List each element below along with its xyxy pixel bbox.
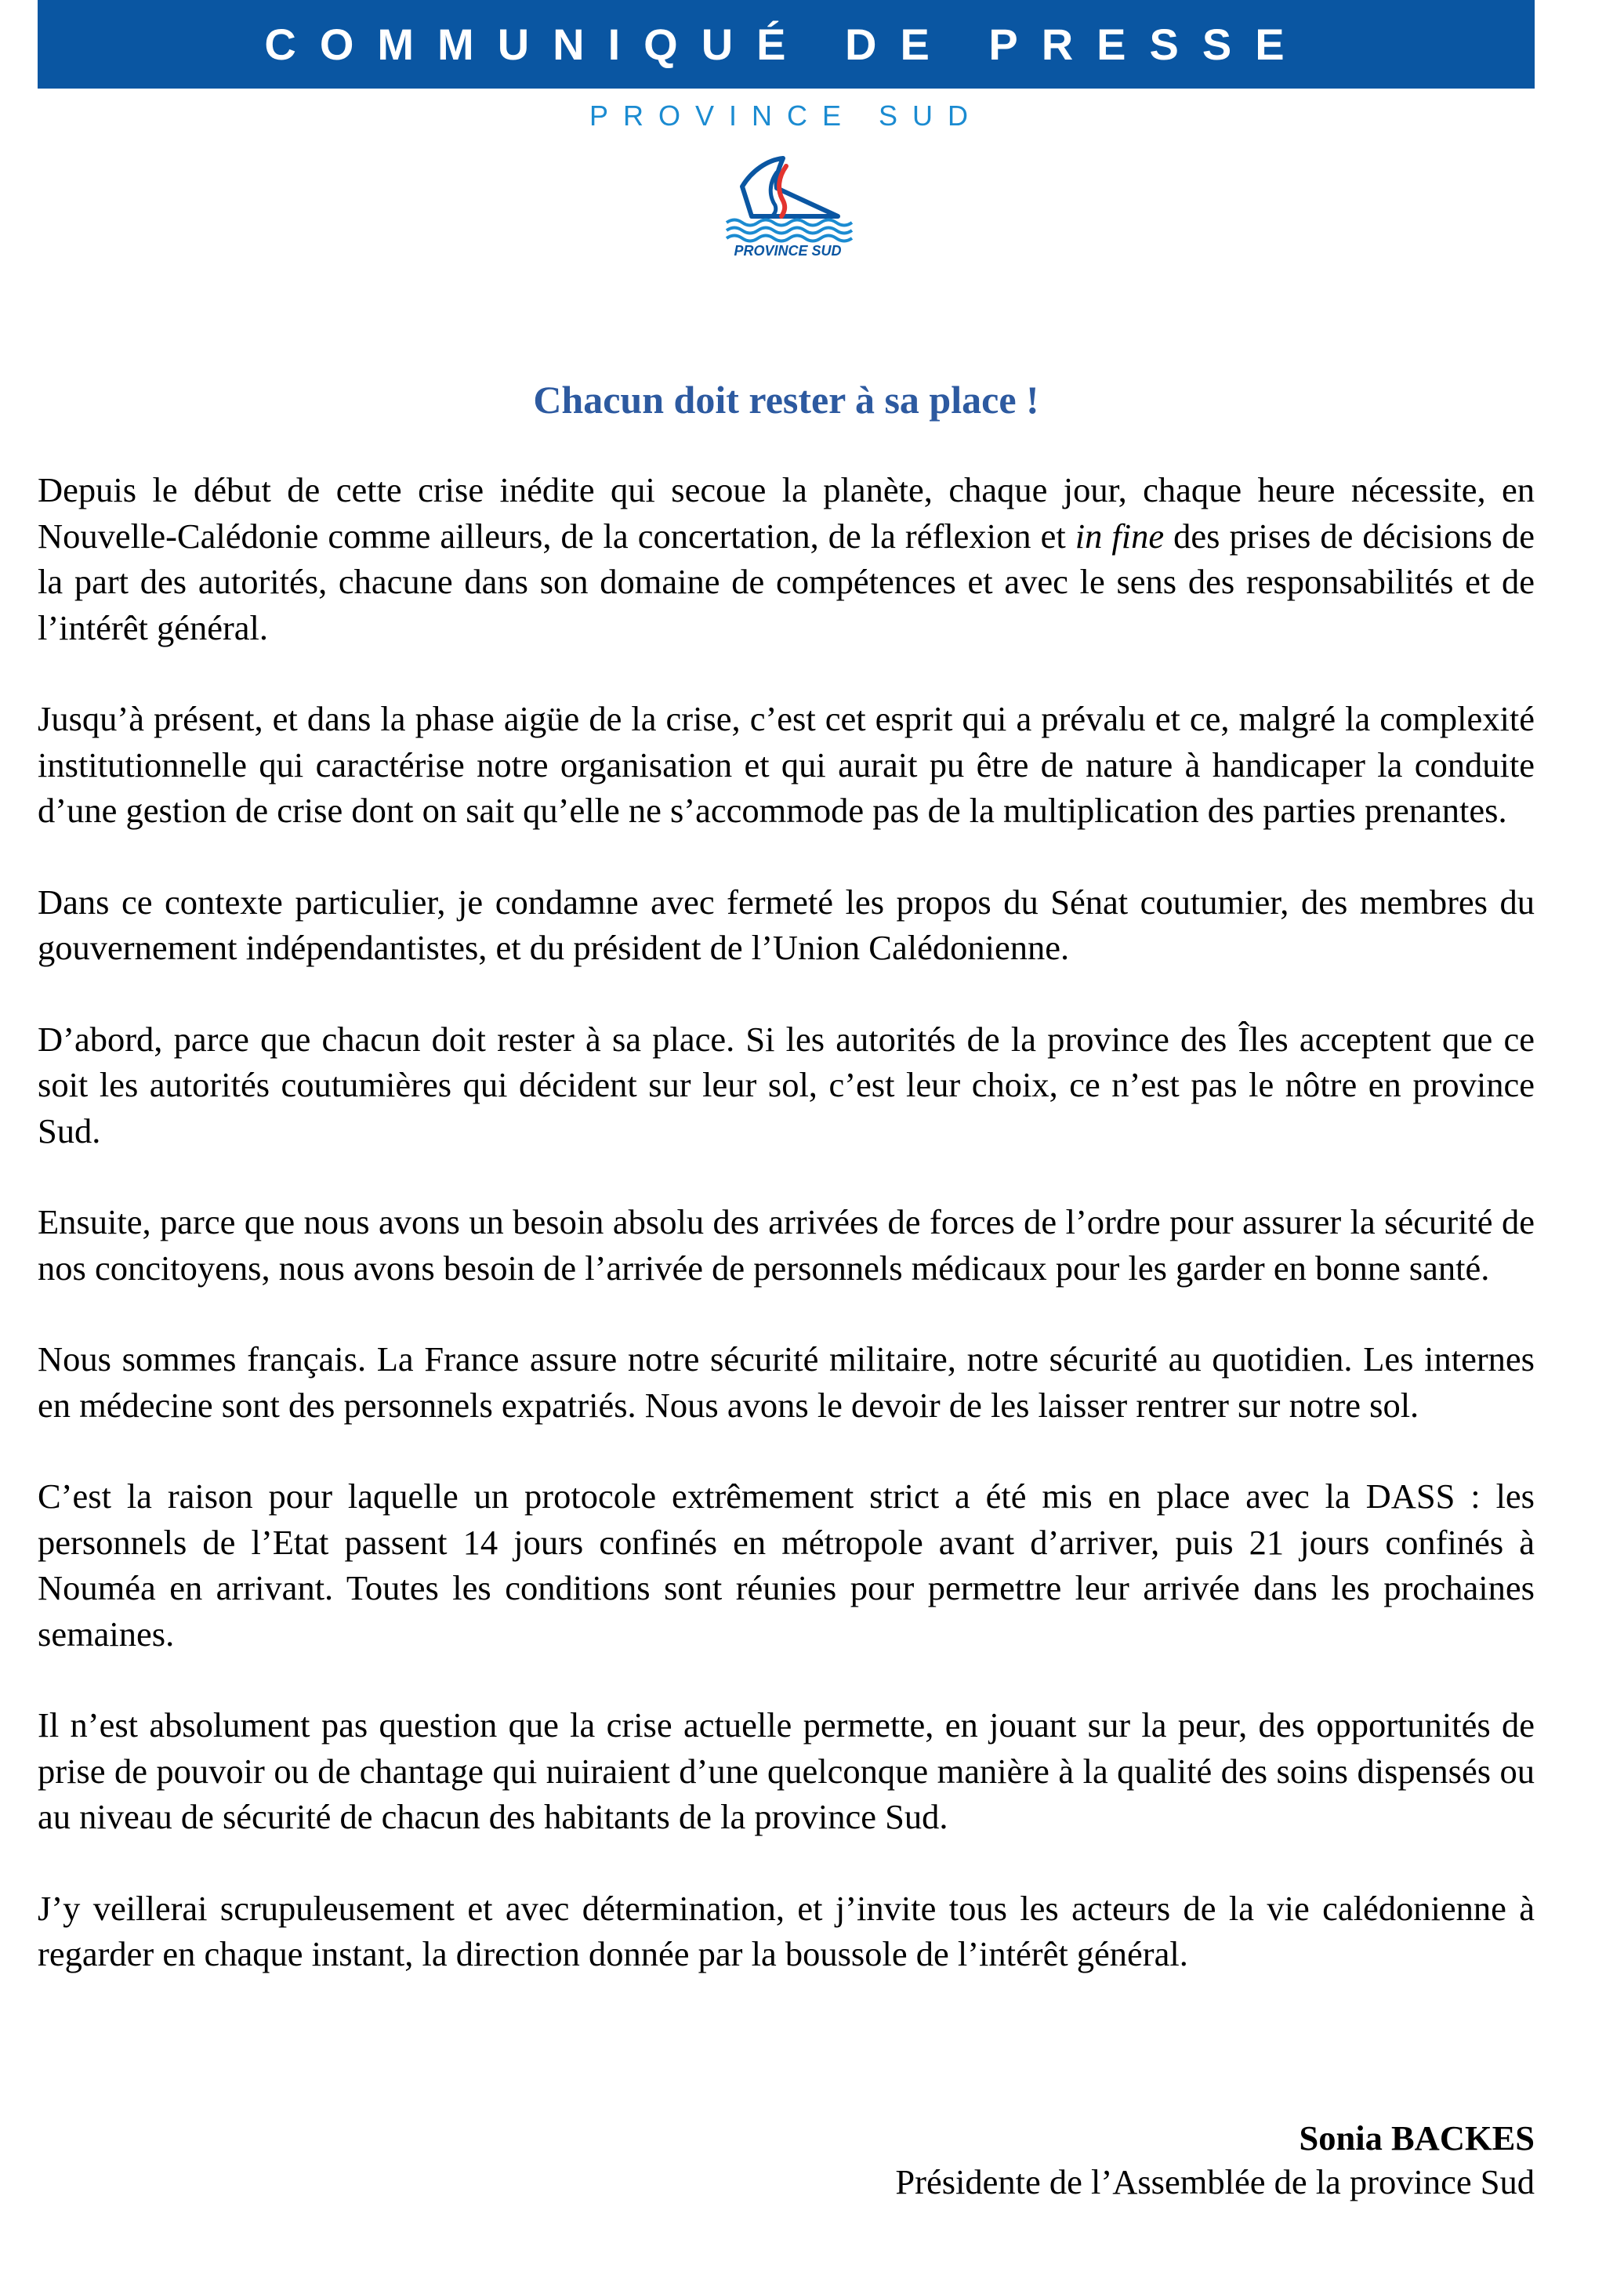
paragraph-1 xyxy=(38,467,1535,650)
paragraph-4: D’abord, parce que chacun doit rester à sa place. Si les autorités de la province des Îles acceptent que ce soit les autorités coutumières qui décident sur leur sol, c’est leur choix, ce n’est pas le nôtre en province Sud. xyxy=(38,1019,1535,1150)
paragraph-7: C’est la raison pour laquelle un protocole extrêmement strict a été mis en place avec la DASS : les personnels de l’Etat passent 14 jours confinés en métropole avant d’arriver, puis 21 jours confinés à Nouméa en arrivant. Toutes les conditions sont réunies pour permettre leur arrivée dans les prochaines semaines. xyxy=(38,1476,1535,1654)
logo-caption: PROVINCE SUD xyxy=(734,243,842,259)
press-release-banner: COMMUNIQUÉ DE PRESSE xyxy=(38,0,1535,89)
paragraph-1-part-a: Depuis le début de cette crise inédite qui secoue la planète, chaque jour, chaque heure nécessite, en Nouvelle-Calédonie comme ailleurs, de la concertation, de la réflexion et xyxy=(38,470,1535,556)
province-sud-logo xyxy=(720,155,855,265)
signatory-role: Présidente de l’Assemblée de la province Sud xyxy=(895,2162,1535,2201)
paragraph-8: Il n’est absolument pas question que la crise actuelle permette, en jouant sur la peur, des opportunités de prise de pouvoir ou de chantage qui nuiraient d’une quelconque manière à la qualité des soins dispensés ou au niveau de sécurité de chacun des habitants de la province Sud. xyxy=(38,1705,1535,1836)
paragraph-1-part-b: des prises de décisions de la part des autorités, chacune dans son domaine de compétences et avec le sens des responsabilités et de l’intérêt général. xyxy=(38,516,1535,647)
paragraph-9: J’y veillerai scrupuleusement et avec détermination, et j’invite tous les acteurs de la vie calédonienne à regarder en chaque instant, la direction donnée par la boussole de l’intérêt général. xyxy=(38,1888,1535,1973)
release-body xyxy=(38,467,1535,2023)
paragraph-6: Nous sommes français. La France assure notre sécurité militaire, notre sécurité au quotidien. Les internes en médecine sont des personnels expatriés. Nous avons le devoir de les laisser rentrer sur notre sol. xyxy=(38,1339,1535,1425)
province-subheading: PROVINCE SUD xyxy=(589,100,984,132)
paragraph-5: Ensuite, parce que nous avons un besoin absolu des arrivées de forces de l’ordre pour assurer la sécurité de nos concitoyens, nous avons besoin de l’arrivée de personnels médicaux pour les garder en bonne santé. xyxy=(38,1202,1535,1288)
signature-block xyxy=(895,2116,1535,2204)
province-sud-logo-icon xyxy=(720,155,855,243)
paragraph-1-emphasis: in fine xyxy=(1075,516,1165,556)
page-title: Chacun doit rester à sa place ! xyxy=(533,378,1039,422)
signatory-name: Sonia BACKES xyxy=(1299,2118,1535,2158)
paragraph-2: Jusqu’à présent, et dans la phase aigüe de la crise, c’est cet esprit qui a prévalu et ce, malgré la complexité institutionnelle qui caractérise notre organisation et qui aurait pu être de nature à handicaper la conduite d’une gestion de crise dont on sait qu’elle ne s’accommode pas de la multiplication des parties prenantes. xyxy=(38,699,1535,830)
paragraph-3: Dans ce contexte particulier, je condamne avec fermeté les propos du Sénat coutumier, des membres du gouvernement indépendantistes, et du président de l’Union Calédonienne. xyxy=(38,882,1535,967)
